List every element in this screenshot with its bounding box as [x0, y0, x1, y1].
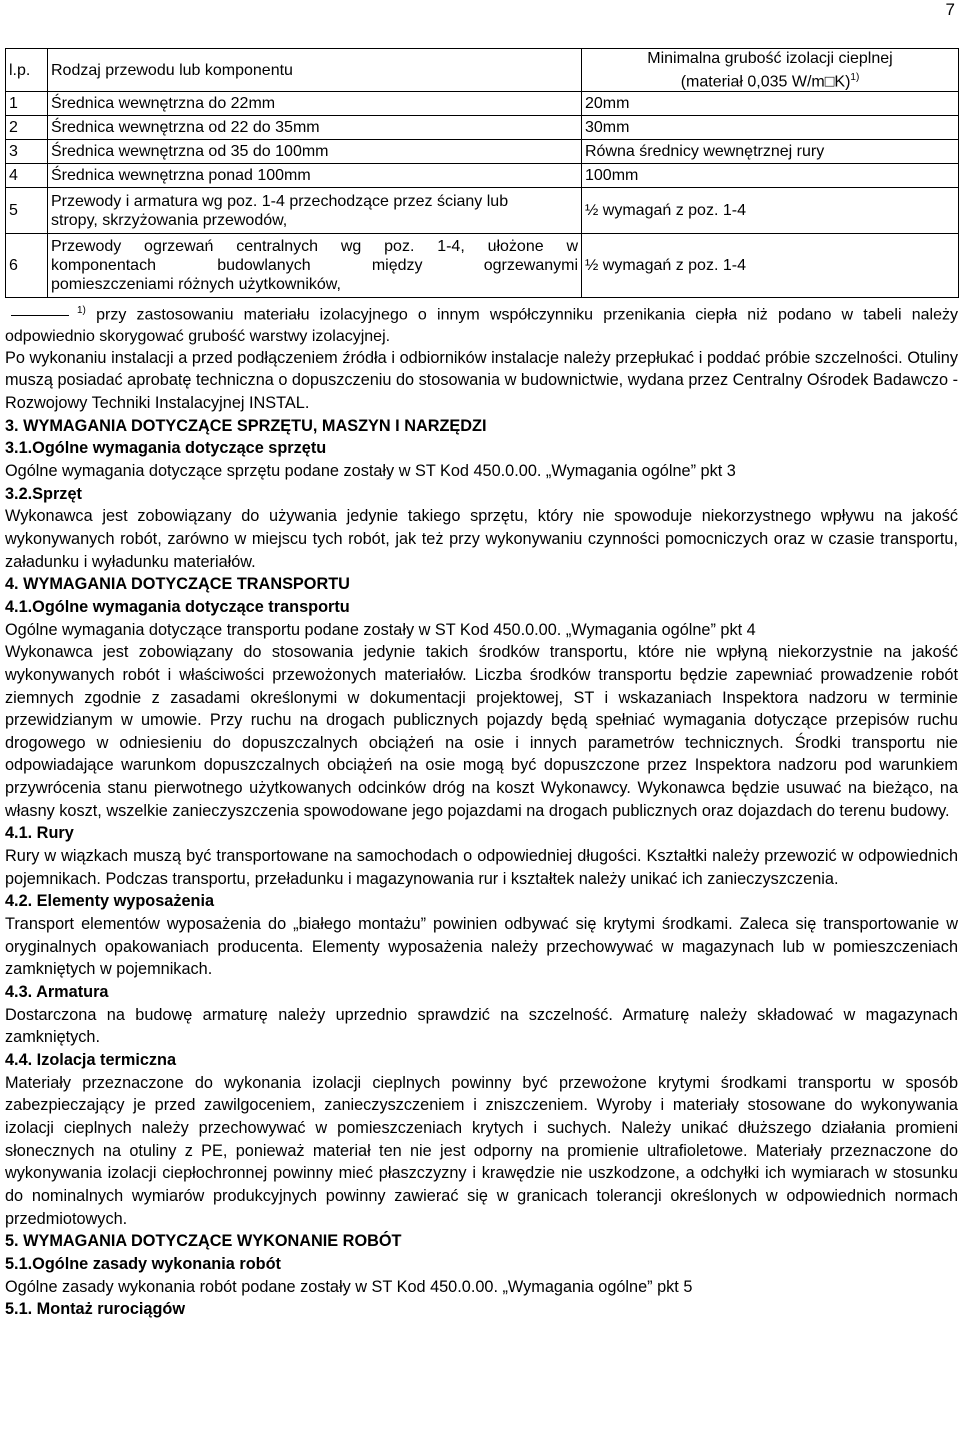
- row-kind-line: stropy, skrzyżowania przewodów,: [51, 211, 288, 229]
- table-footnote: [5, 300, 958, 346]
- row-kind-line: Przewody i armatura wg poz. 1-4 przechodzące przez ściany lub: [51, 192, 509, 210]
- section-heading: 4.3. Armatura: [5, 983, 109, 1002]
- section-heading: 4.1. Rury: [5, 824, 74, 843]
- section-heading: 4.4. Izolacja termiczna: [5, 1051, 177, 1069]
- row-kind-line: Przewody ogrzewań centralnych wg poz. 1-4, ułożone w: [51, 238, 578, 256]
- paragraph: Wykonawca jest zobowiązany do używania jedynie takiego sprzętu, który nie spowoduje niekorzystnego wpływu na jakość wykonywanych robót, zarówno w miejscu tych robót, jak też przy wykonywaniu czynności pomocniczych oraz w czasie transportu, załadunku i wyładunku materiałów.: [5, 507, 958, 571]
- row-kind-line: komponentach budowlanych między ogrzewanymi: [51, 257, 578, 275]
- table-row: [6, 116, 959, 140]
- header-kind: Rodzaj przewodu lub komponentu: [48, 49, 582, 92]
- row-min: ½ wymagań z poz. 1-4: [582, 188, 959, 234]
- paragraph: Wykonawca jest zobowiązany do stosowania jedynie takich środków transportu, które nie wpłyną niekorzystnie na jakość wykonywanych robót i właściwości przewożonych materiałów. Liczba środków transportu będzie zapewniać prowadzenie robót ziemnych zgodnie z zasadami określonymi w dokumentacji projektowej, ST i wskazaniach Inspektora nadzoru w terminie przewidzianym w umowie. Przy ruchu na drogach publicznych pojazdy będą spełniać wymagania dotyczące przepisów ruchu drogowego w odniesieniu do dopuszczalnych obciążeń na osie i innych parametrów technicznych. Środki transportu nie odpowiadające warunkom dopuszczalnych obciążeń na osie mogą być dopuszczone przez Inspektora nadzoru pod warunkiem przywrócenia stanu pierwotnego użytkowanych odcinków dróg na koszt Wykonawcy. Wykonawca będzie usuwać na bieżąco, na własny koszt, wszelkie zanieczyszczenia spowodowane jego pojazdami na drogach publicznych oraz dojazdach do terenu budowy.: [5, 643, 958, 820]
- row-min: ½ wymagań z poz. 1-4: [582, 234, 959, 298]
- section-heading: 5.1. Montaż rurociągów: [5, 1300, 186, 1319]
- row-kind: [48, 188, 582, 234]
- table-row: [6, 140, 959, 164]
- header-lp: l.p.: [6, 49, 48, 92]
- paragraph: Rury w wiązkach muszą być transportowane na samochodach o odpowiedniej długości. Kształtki należy przewozić w odpowiednich pojemnikach. Podczas transportu, przeładunku i magazynowania rur i kształtek należy unikać ich zanieczyszczenia.: [5, 847, 958, 888]
- table-header-row: [6, 49, 959, 92]
- row-kind-line: pomieszczeniami różnych użytkowników,: [51, 276, 341, 294]
- paragraph: Po wykonaniu instalacji a przed podłączeniem źródła i odbiorników instalacje należy przepłukać i poddać próbie szczelności. Otuliny muszą posiadać aprobatę techniczna o dopuszczeniu do stosowania w budownictwie, wydana przez Centralny Ośrodek Badawczo - Rozwojowy Techniki Instalacyjnej INSTAL.: [5, 348, 958, 412]
- header-min-thickness: [582, 49, 959, 92]
- footnote-marker: 1): [77, 305, 86, 317]
- text-blocks: [5, 347, 958, 1321]
- row-lp: 5: [6, 188, 48, 234]
- row-min: 20mm: [582, 92, 959, 116]
- row-lp: 4: [6, 164, 48, 188]
- section-heading: 5. WYMAGANIA DOTYCZĄCE WYKONANIE ROBÓT: [5, 1232, 402, 1251]
- row-kind: [48, 234, 582, 298]
- row-kind: Średnica wewnętrzna od 22 do 35mm: [48, 116, 582, 140]
- section-heading: 4.1.Ogólne wymagania dotyczące transportu: [5, 597, 350, 616]
- document-body: [5, 48, 958, 1321]
- table-row: [6, 92, 959, 116]
- header-min-line2: (materiał 0,035 W/m□K): [680, 73, 851, 91]
- row-kind: Średnica wewnętrzna do 22mm: [48, 92, 582, 116]
- section-heading: 3.2.Sprzęt: [5, 484, 82, 503]
- table-row: [6, 188, 959, 234]
- paragraph: Ogólne wymagania dotyczące sprzętu podane zostały w ST Kod 450.0.00. „Wymagania ogólne” pkt 3: [5, 461, 736, 480]
- table-row: [6, 164, 959, 188]
- paragraph: Ogólne zasady wykonania robót podane zostały w ST Kod 450.0.00. „Wymagania ogólne” pkt 5: [5, 1277, 693, 1296]
- section-heading: 3. WYMAGANIA DOTYCZĄCE SPRZĘTU, MASZYN I NARZĘDZI: [5, 416, 487, 435]
- insulation-table: [5, 48, 959, 298]
- row-min: Równa średnicy wewnętrznej rury: [582, 140, 959, 164]
- paragraph: Dostarczona na budowę armaturę należy uprzednio sprawdzić na szczelność. Armaturę należy składować w magazynach zamkniętych.: [5, 1005, 958, 1047]
- section-heading: 3.1.Ogólne wymagania dotyczące sprzętu: [5, 439, 327, 458]
- row-min: 100mm: [582, 164, 959, 188]
- row-lp: 2: [6, 116, 48, 140]
- header-min-sup: 1): [850, 72, 860, 83]
- row-kind: Średnica wewnętrzna od 35 do 100mm: [48, 140, 582, 164]
- paragraph: Materiały przeznaczone do wykonania izolacji cieplnych powinny być przewożone krytymi środkami transportu w sposób zabezpieczający je przed zawilgoceniem, zanieczyszczeniem i zniszczeniem. Wyroby i materiały stosowane do wykonywania izolacji cieplnych należy przechowywać w pomieszczeniach krytych i suchych. Należy unikać dłuższego działania promieni słonecznych na otuliny z PE, ponieważ materiał ten nie jest odporny na promienie ultrafioletowe. Materiały przeznaczone do wykonywania izolacji ciepłochronnej powinny mieć płaszczyzny i krawędzie nie uszkodzone, a odchyłki ich wymiarach w stosunku do nominalnych wymiarów produkcyjnych powinny zawierać się w granicach tolerancji określonych w odpowiednich normach przedmiotowych.: [5, 1073, 958, 1228]
- footnote-text: przy zastosowaniu materiału izolacyjnego o innym współczynniku przenikania ciepła niż podano w tabeli należy odpowiednio skorygować grubość warstwy izolacyjnej.: [5, 306, 958, 345]
- section-heading: 4. WYMAGANIA DOTYCZĄCE TRANSPORTU: [5, 575, 350, 594]
- table-row: [6, 234, 959, 298]
- row-lp: 6: [6, 234, 48, 298]
- section-heading: 4.2. Elementy wyposażenia: [5, 892, 215, 911]
- paragraph: Transport elementów wyposażenia do „białego montażu” powinien odbywać się krytymi środkami. Zaleca się transportowanie w oryginalnych opakowaniach producenta. Elementy wyposażenia należy przechowywać w magazynach lub w pomieszczeniach zamkniętych w pojemnikach.: [5, 915, 958, 979]
- header-min-line2-wrap: [585, 68, 955, 91]
- row-lp: 1: [6, 92, 48, 116]
- footnote-rule: [11, 315, 69, 316]
- row-kind: Średnica wewnętrzna ponad 100mm: [48, 164, 582, 188]
- row-min: 30mm: [582, 116, 959, 140]
- row-lp: 3: [6, 140, 48, 164]
- section-heading: 5.1.Ogólne zasady wykonania robót: [5, 1254, 281, 1273]
- header-min-line1: Minimalna grubość izolacji cieplnej: [647, 50, 893, 67]
- page-number: 7: [945, 0, 955, 19]
- paragraph: Ogólne wymagania dotyczące transportu podane zostały w ST Kod 450.0.00. „Wymagania ogólne” pkt 4: [5, 620, 756, 639]
